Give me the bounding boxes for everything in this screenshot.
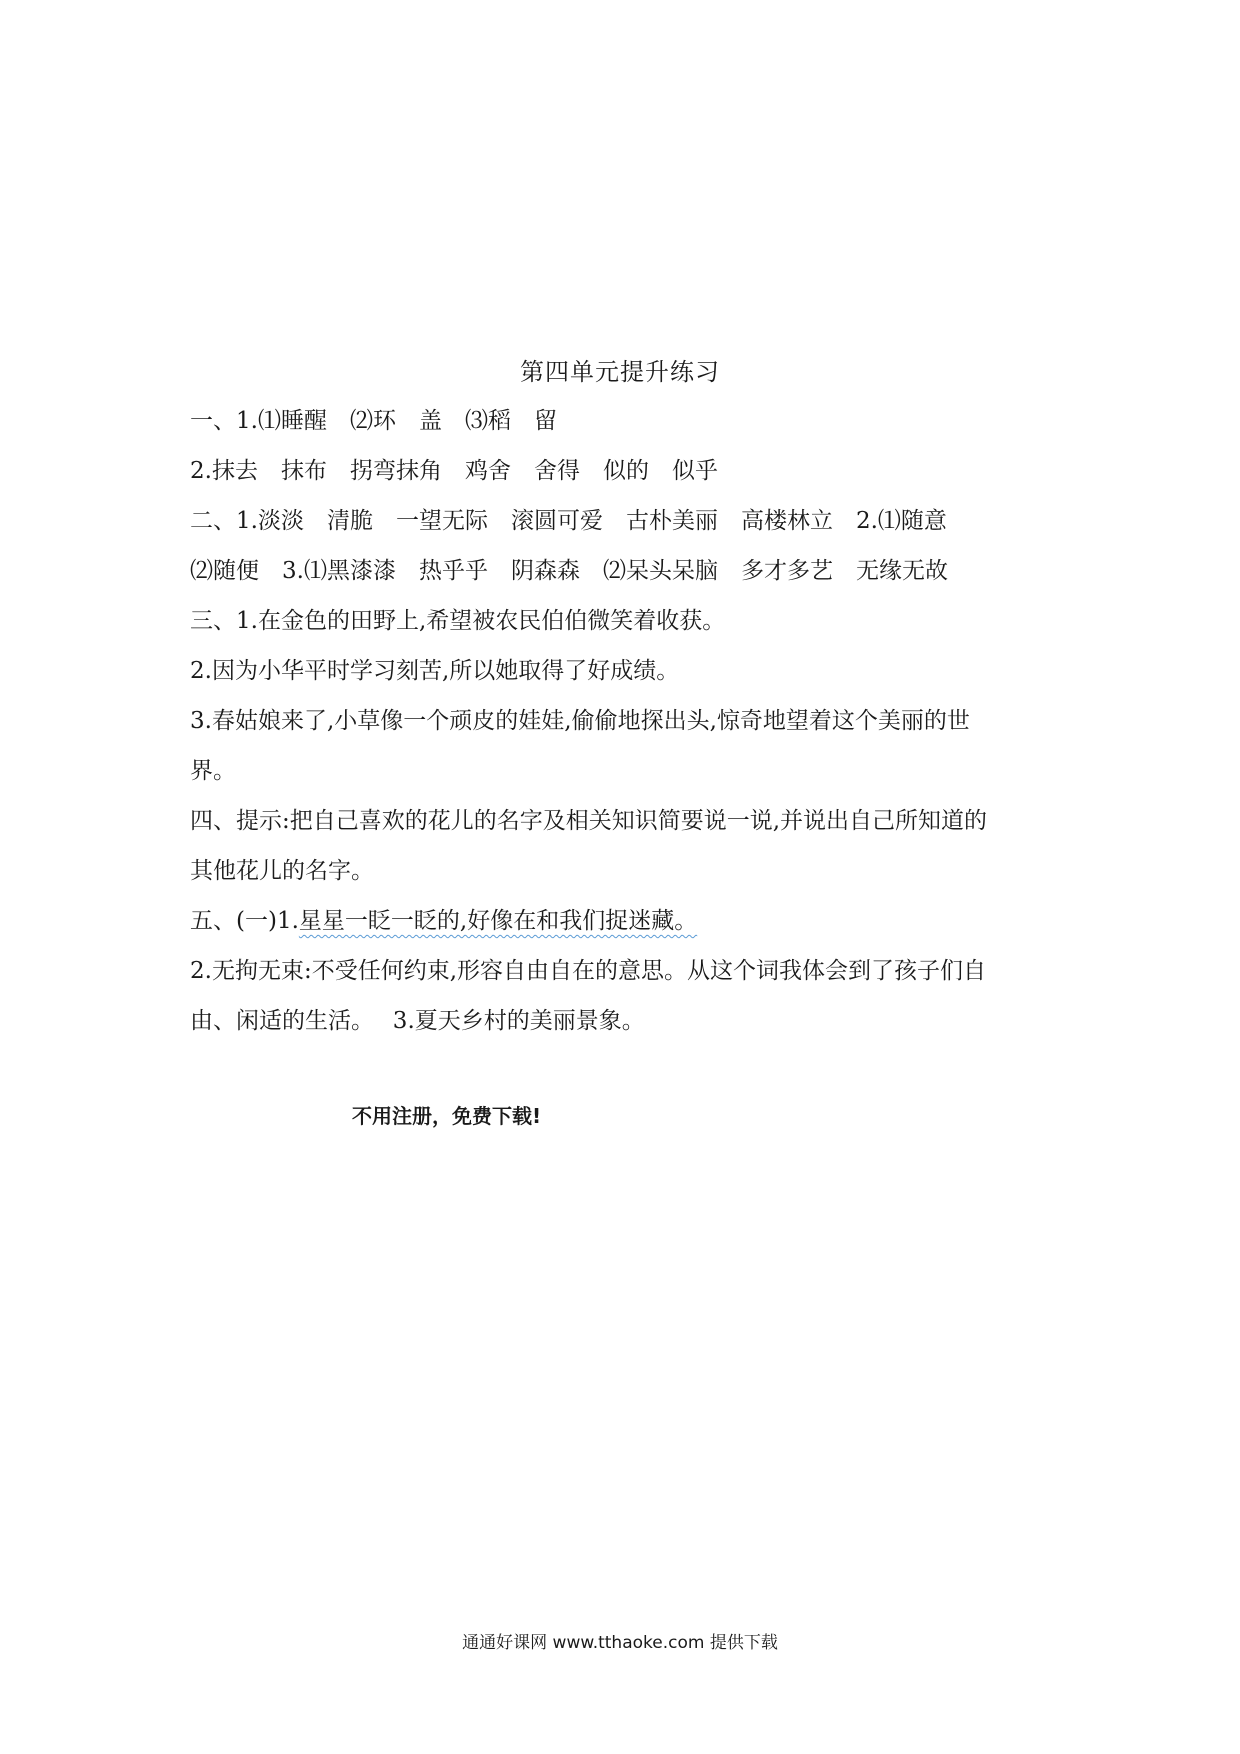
answer-line-13: 由、闲适的生活。 3.夏天乡村的美丽景象。 [190, 1008, 645, 1034]
promo-text: 不用注册，免费下载! [352, 1104, 542, 1128]
answer-line-11-prefix: 五、(一)1. [190, 908, 299, 934]
answer-line-2: 2.抹去 抹布 拐弯抹角 鸡舍 舍得 似的 似乎 [190, 458, 718, 484]
footer-credit: 通通好课网 www.tthaoke.com 提供下载 [462, 1633, 778, 1653]
answer-line-12: 2.无拘无束:不受任何约束,形容自由自在的意思。从这个词我体会到了孩子们自 [190, 958, 987, 984]
answer-line-10: 其他花儿的名字。 [190, 858, 374, 884]
answer-line-9: 四、提示:把自己喜欢的花儿的名字及相关知识简要说一说,并说出自己所知道的 [190, 808, 988, 834]
answer-line-1: 一、1.⑴睡醒 ⑵环 盖 ⑶稻 留 [190, 408, 557, 434]
answer-line-11 [190, 896, 1070, 946]
answer-line-6: 2.因为小华平时学习刻苦,所以她取得了好成绩。 [190, 658, 680, 684]
wavy-underlined-sentence: 星星一眨一眨的,好像在和我们捉迷藏。 [298, 908, 698, 934]
page-title: 第四单元提升练习 [520, 358, 720, 386]
answer-line-4: ⑵随便 3.⑴黑漆漆 热乎乎 阴森森 ⑵呆头呆脑 多才多艺 无缘无故 [190, 558, 948, 584]
answer-line-8: 界。 [190, 758, 236, 784]
answer-line-3: 二、1.淡淡 清脆 一望无际 滚圆可爱 古朴美丽 高楼林立 2.⑴随意 [190, 508, 947, 534]
answer-line-7: 3.春姑娘来了,小草像一个顽皮的娃娃,偷偷地探出头,惊奇地望着这个美丽的世 [190, 708, 970, 734]
answer-body [190, 396, 1070, 1046]
answer-line-5: 三、1.在金色的田野上,希望被农民伯伯微笑着收获。 [190, 608, 726, 634]
